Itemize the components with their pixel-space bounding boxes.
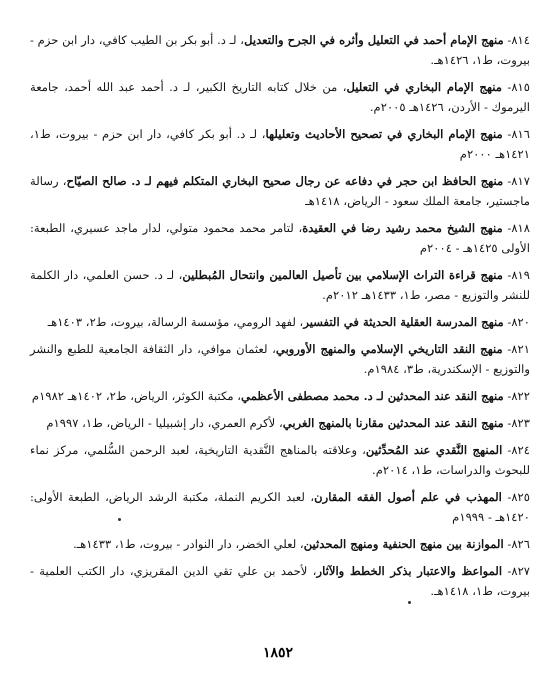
entry-number: ٨١٧ bbox=[511, 174, 530, 188]
entry-number: ٨٢٣ bbox=[511, 416, 530, 430]
entry-number: ٨٢١ bbox=[511, 342, 530, 356]
entry-title: منهج الشيخ محمد رشيد رضا في العقيدة bbox=[302, 221, 503, 235]
bibliography-list bbox=[30, 30, 530, 601]
entry-separator: - bbox=[502, 221, 512, 235]
entry-title: المواعظ والاعتبار بذكر الخطط والآثار bbox=[316, 564, 503, 578]
entry-number: ٨٢٢ bbox=[511, 389, 530, 403]
entry-separator: - bbox=[503, 389, 512, 403]
entry-separator: - bbox=[503, 33, 512, 47]
entry-number: ٨٢٦ bbox=[511, 537, 530, 551]
entry-title: منهج قراءة التراث الإسلامي بين تأصيل العالمين وانتحال المُبطلين bbox=[182, 268, 504, 282]
bibliography-entry bbox=[30, 265, 530, 305]
entry-title: الموازنة بين منهج الحنفية ومنهج المحدثين bbox=[303, 537, 504, 551]
entry-separator: - bbox=[502, 564, 512, 578]
entry-details: ، لـ د. أبو بكر بن الطيب كافي، دار ابن حزم - بيروت، ط١، ١٤٢٦هـ. bbox=[30, 33, 530, 67]
entry-number: ٨٢٧ bbox=[511, 564, 531, 578]
entry-title: المنهج النَّقدي عند المُحدِّثين bbox=[365, 443, 503, 457]
entry-separator: - bbox=[502, 443, 512, 457]
entry-details: ، لتامر محمد محمود متولي، لدار ماجد عسيري، الطبعة: الأولى ١٤٢٥هـ - ٢٠٠٤م bbox=[30, 221, 530, 255]
bibliography-entry bbox=[30, 487, 530, 527]
entry-details: ، لفهد الرومي، مؤسسة الرسالة، بيروت، ط٢، ١٤٠٣هـ bbox=[47, 315, 304, 329]
entry-title: منهج الإمام أحمد في التعليل وأثره في الجرح والتعديل bbox=[244, 33, 504, 47]
bibliography-entry bbox=[30, 386, 530, 406]
entry-details: ، لأكرم العمري، دار إشبيليا - الرياض، ط١، ١٩٩٧م bbox=[46, 416, 283, 430]
bibliography-page bbox=[30, 30, 530, 670]
entry-details: ، لعبد الكريم النملة، مكتبة الرشد الرياض، الطبعة الأولى: ١٤٢٠هـ - ١٩٩٩م bbox=[30, 490, 530, 524]
bibliography-entry bbox=[30, 218, 530, 258]
bibliography-entry bbox=[30, 171, 530, 211]
entry-separator: - bbox=[503, 537, 512, 551]
entry-details: ، وعلاقته بالمناهج النَّقدية التاريخية، لعبد الرحمن السُّلمي، مركز نماء للبحوث والدراسات، ط١، ٢٠١٤م. bbox=[30, 443, 530, 477]
entry-number: ٨١٩ bbox=[511, 268, 531, 282]
entry-number: ٨١٥ bbox=[511, 80, 530, 94]
entry-separator: - bbox=[503, 268, 512, 282]
entry-details: ، مكتبة الكوثر، الرياض، ط٢، ١٤٠٢هـ ١٩٨٢م bbox=[31, 389, 242, 403]
entry-title: منهج الإمام البخاري في التعليل bbox=[346, 80, 502, 94]
bibliography-entry bbox=[30, 124, 530, 164]
entry-number: ٨١٤ bbox=[511, 33, 530, 47]
entry-details: ، لأحمد بن علي تقي الدين المقريزي، دار الكتب العلمية - بيروت، ط١، ١٤١٨هـ. bbox=[30, 564, 530, 598]
entry-separator: - bbox=[501, 490, 512, 504]
entry-details: ، لـ د. حسن العلمي، دار الكلمة للنشر والتوزيع - مصر، ط١، ١٤٣٣هـ ٢٠١٢م. bbox=[30, 268, 530, 302]
bibliography-entry bbox=[30, 77, 530, 117]
bibliography-entry bbox=[30, 440, 530, 480]
entry-title: منهج الحافظ ابن حجر في دفاعه عن رجال صحيح البخاري المتكلم فيهم لـ د. صالح الصيّاح bbox=[66, 174, 504, 188]
bibliography-entry bbox=[30, 534, 530, 554]
entry-number: ٨٢٤ bbox=[511, 443, 530, 457]
entry-title: منهج الإمام البخاري في تصحيح الأحاديث وتعليلها bbox=[265, 127, 503, 141]
entry-details: ، لعلي الخضر، دار النوادر - بيروت، ط١، ١٤٣٣هـ. bbox=[73, 537, 304, 551]
entry-details: ، من خلال كتابه التاريخ الكبير، لـ د. أحمد عبد الله أحمد، جامعة اليرموك - الأردن، ١٤٢٦هـ ٢٠٠٥م. bbox=[30, 80, 530, 114]
entry-number: ٨١٨ bbox=[511, 221, 530, 235]
bibliography-entry bbox=[30, 30, 530, 70]
entry-details: ، لـ د. أبو بكر كافي، دار ابن حزم - بيروت، ط١، ١٤٢١هـ ٢٠٠٠م bbox=[30, 127, 530, 161]
bibliography-entry bbox=[30, 413, 530, 433]
entry-separator: - bbox=[502, 342, 512, 356]
entry-details: ، رسالة ماجستير، جامعة الملك سعود - الرياض، ١٤١٨هـ bbox=[30, 174, 530, 208]
entry-number: ٨١٦ bbox=[511, 127, 530, 141]
bibliography-entry bbox=[30, 339, 530, 379]
page-number: ١٨٥٢ bbox=[262, 645, 294, 661]
entry-details: ، لعثمان موافي، دار الثقافة الجامعية للطبع والنشر والتوزيع - الإسكندرية، ط٣، ١٩٨٤م. bbox=[30, 342, 530, 376]
entry-title: منهج النقد عند المحدثين لـ د. محمد مصطفى الأعظمي bbox=[241, 389, 504, 403]
entry-title: منهج النقد عند المحدثين مقارنا بالمنهج الغربي bbox=[282, 416, 504, 430]
entry-title: منهج المدرسة العقلية الحديثة في التفسير bbox=[303, 315, 504, 329]
entry-title: منهج النقد التاريخي الإسلامي والمنهج الأوروبي bbox=[275, 342, 503, 356]
entry-separator: - bbox=[503, 315, 512, 329]
entry-separator: - bbox=[503, 174, 512, 188]
entry-title: المهذب في علم أصول الفقه المقارن bbox=[314, 490, 502, 504]
entry-number: ٨٢٥ bbox=[511, 490, 530, 504]
bibliography-entry bbox=[30, 561, 530, 601]
entry-separator: - bbox=[503, 416, 512, 430]
entry-number: ٨٢٠ bbox=[511, 315, 530, 329]
scan-speck bbox=[408, 601, 411, 604]
entry-separator: - bbox=[501, 80, 512, 94]
entry-separator: - bbox=[502, 127, 512, 141]
scan-speck bbox=[118, 518, 121, 521]
bibliography-entry bbox=[30, 312, 530, 332]
